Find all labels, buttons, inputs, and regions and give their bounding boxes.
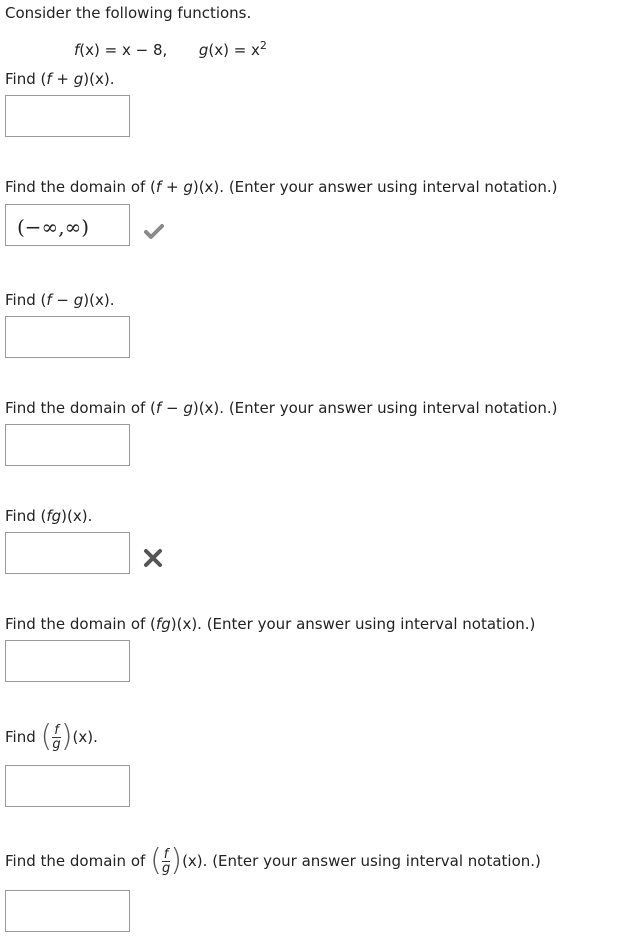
q7-prefix: Find (5, 728, 41, 746)
q6-prefix: Find the domain of ( (5, 615, 156, 633)
question-domain-difference (5, 398, 558, 418)
answer-box-domain-product[interactable] (5, 640, 130, 682)
q8-suffix: (x). (Enter your answer using interval notation.) (182, 852, 541, 870)
answer-box-sum[interactable] (5, 95, 130, 137)
q7-numerator: f (54, 722, 59, 738)
q8-close-paren: ) (170, 843, 183, 878)
functions-definition (74, 36, 267, 60)
q4-f: f (155, 399, 162, 417)
g-expression: (x) = x (208, 41, 260, 59)
q4-g: g (183, 399, 193, 417)
q1-prefix: Find ( (5, 70, 47, 88)
answer-box-domain-difference[interactable] (5, 424, 130, 466)
answer-box-difference[interactable] (5, 316, 130, 358)
intro-text: Consider the following functions. (5, 4, 252, 22)
q2-f: f (155, 178, 162, 196)
f-label: f (74, 41, 80, 59)
question-difference (5, 290, 114, 310)
answer-box-domain-quotient[interactable] (5, 890, 130, 932)
q6-suffix: )(x). (Enter your answer using interval notation.) (170, 615, 536, 633)
q2-suffix: )(x). (Enter your answer using interval notation.) (192, 178, 558, 196)
q2-prefix: Find the domain of ( (5, 178, 156, 196)
question-domain-sum (5, 177, 558, 197)
question-domain-product (5, 614, 535, 634)
x-mark-icon (143, 548, 163, 568)
answer-box-domain-sum[interactable] (5, 204, 130, 246)
f-expression: (x) = x − 8, (79, 41, 168, 59)
q3-prefix: Find ( (5, 291, 47, 309)
answer-box-product[interactable] (5, 532, 130, 574)
question-sum (5, 69, 114, 89)
q8-prefix: Find the domain of (5, 852, 151, 870)
q1-g: g (73, 70, 84, 88)
q5-prefix: Find ( (5, 507, 47, 525)
q2-mid: + (161, 178, 184, 196)
q8-open-paren: ( (150, 843, 162, 878)
q4-prefix: Find the domain of ( (5, 399, 156, 417)
q6-fg: fg (155, 615, 171, 633)
q3-suffix: )(x). (83, 291, 115, 309)
checkmark-icon (144, 222, 164, 242)
question-quotient (5, 719, 98, 754)
q1-suffix: )(x). (83, 70, 115, 88)
q8-numerator: f (163, 846, 169, 862)
q1-f: f (46, 70, 52, 88)
q4-mid: − (161, 399, 184, 417)
answer-box-quotient[interactable] (5, 765, 130, 807)
answer-domain-sum-value: (−∞,∞) (17, 215, 90, 239)
q5-fg: fg (46, 507, 62, 525)
q5-suffix: )(x). (61, 507, 93, 525)
q7-fraction (52, 724, 61, 751)
q3-g: g (73, 291, 84, 309)
q7-close-paren: ) (60, 719, 73, 754)
q1-mid: + (51, 70, 74, 88)
g-exponent: 2 (259, 39, 267, 52)
question-product (5, 506, 92, 526)
g-label: g (198, 41, 209, 59)
q4-suffix: )(x). (Enter your answer using interval notation.) (192, 399, 558, 417)
q3-f: f (46, 291, 52, 309)
q7-open-paren: ( (40, 719, 53, 754)
q2-g: g (183, 178, 193, 196)
q3-mid: − (51, 291, 74, 309)
q7-denominator: g (52, 736, 61, 752)
question-domain-quotient (5, 843, 541, 878)
q7-suffix: (x). (72, 728, 98, 746)
q8-denominator: g (161, 860, 171, 876)
